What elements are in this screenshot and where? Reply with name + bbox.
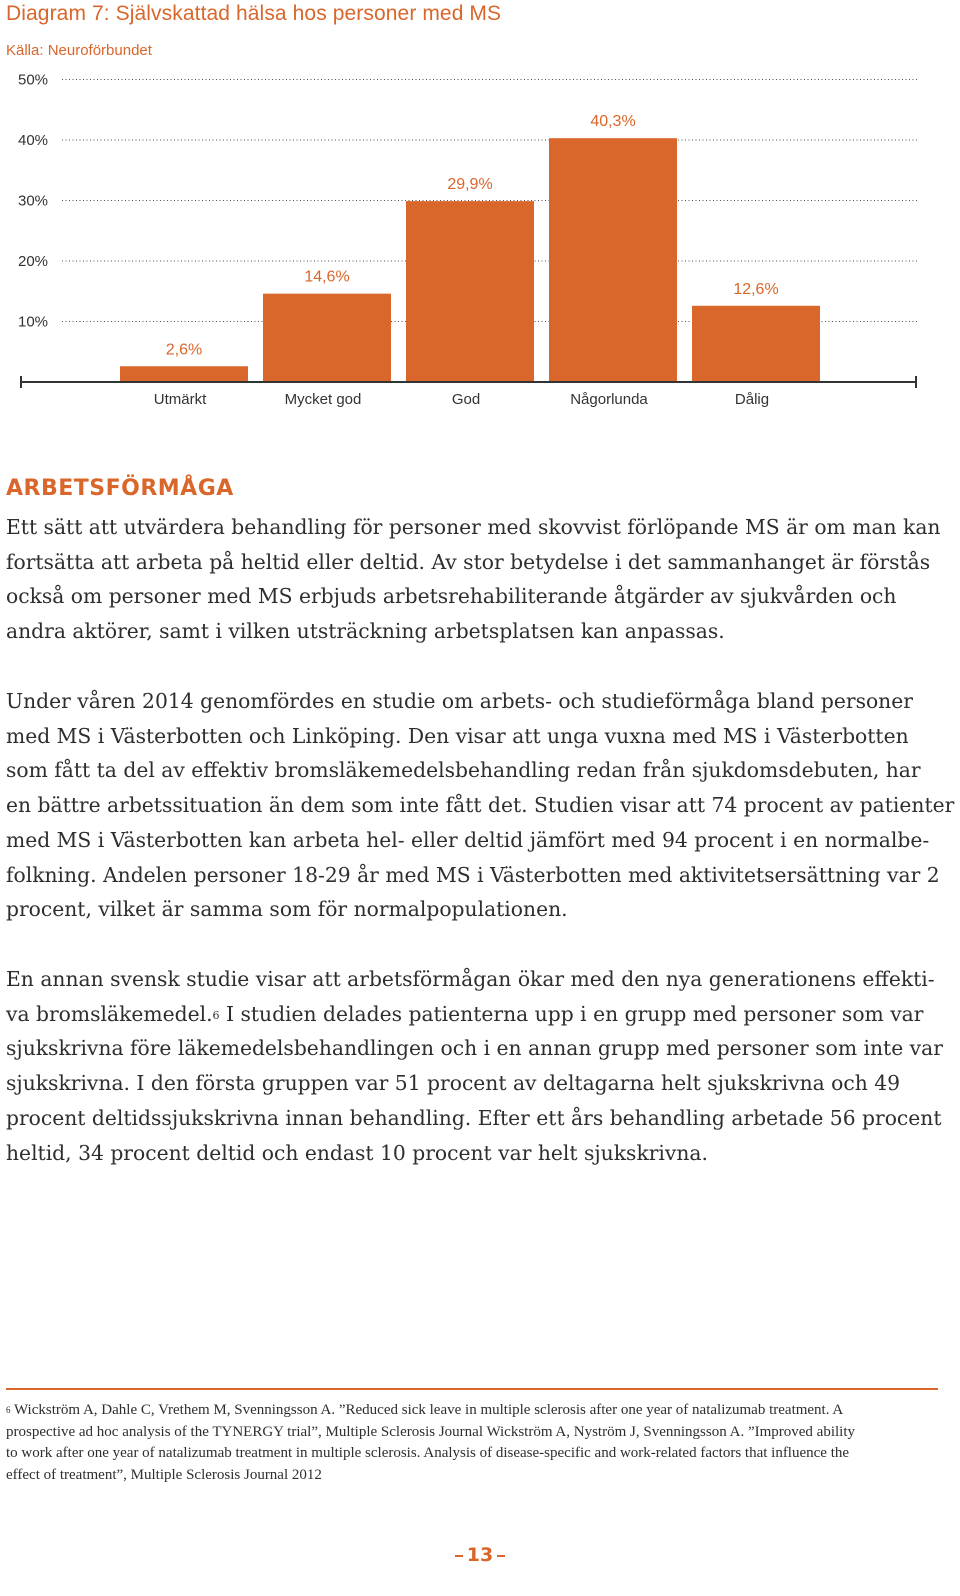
y-tick-label: 10% xyxy=(18,313,49,331)
paragraph-line: heltid, 34 procent deltid och endast 10 procent var helt sjukskrivna. xyxy=(6,1140,708,1165)
paragraph-line: procent deltidssjukskrivna innan behandling. Efter ett års behandling arbetade 56 procent xyxy=(6,1105,942,1130)
y-tick-label: 30% xyxy=(18,192,49,210)
paragraph-text: I studien delades patienterna upp i en grupp med personer som var xyxy=(219,1001,924,1026)
bar-dålig xyxy=(692,306,820,382)
page-number-dash xyxy=(455,1555,463,1557)
footnote-line: to work after one year of natalizumab treatment in multiple sclerosis. Analysis of disease-specific and work-related factors that influence the xyxy=(6,1445,850,1462)
paragraph-line: sjukskrivna. I den första gruppen var 51 procent av deltagarna helt sjukskrivna och 49 xyxy=(6,1071,901,1096)
chart-title: Diagram 7: Självskattad hälsa hos personer med MS xyxy=(6,2,502,25)
paragraph-line: sjukskrivna före läkemedelsbehandlingen och i en annan grupp med personer som inte var xyxy=(6,1036,943,1061)
page-number-dash xyxy=(497,1555,505,1557)
paragraph-line: en bättre arbetssituation än dem som inte fått det. Studien visar att 74 procent av patienter xyxy=(6,793,955,818)
paragraph-line xyxy=(6,997,946,1032)
bar-value-label: 2,6% xyxy=(165,341,203,359)
paragraph-line: folkning. Andelen personer 18-29 år med MS i Västerbotten med aktivitetsersättning var 2 xyxy=(6,862,940,887)
bar-value-label: 12,6% xyxy=(733,280,779,298)
y-tick-label: 20% xyxy=(18,253,49,270)
bar-mycket-god xyxy=(263,294,391,382)
section-heading: ARBETSFÖRMÅGA xyxy=(6,476,234,501)
bar-value-label: 40,3% xyxy=(590,113,636,131)
y-tick-label: 40% xyxy=(18,132,49,149)
paragraph-line: med MS i Västerbotten och Linköping. Den visar att unga vuxna med MS i Västerbotten xyxy=(6,723,909,748)
footnote-line: effect of treatment”, Multiple Sclerosis Journal 2012 xyxy=(6,1467,322,1484)
bar-value-label: 29,9% xyxy=(447,176,493,194)
bar-god xyxy=(406,201,534,382)
paragraph-line: En annan svensk studie visar att arbetsförmågan ökar med den nya generationens effekti- xyxy=(6,967,935,991)
footnote-line: prospective ad hoc analysis of the TYNERGY trial”, Multiple Sclerosis Journal Wickström A, Nyström J, Svenningsson A. ”Improved ability xyxy=(6,1423,856,1440)
y-tick-label: 50% xyxy=(18,71,49,89)
paragraph-line: Under våren 2014 genomfördes en studie om arbets- och studieförmåga bland personer xyxy=(6,689,913,713)
paragraph-line: procent, vilket är samma som för normalpopulationen. xyxy=(6,897,568,922)
paragraph-2 xyxy=(6,684,955,927)
x-tick-label: Någorlunda xyxy=(570,391,648,408)
paragraph-line: med MS i Västerbotten kan arbeta hel- eller deltid jämfört med 94 procent i en normalbe- xyxy=(6,827,930,852)
footnote-reference[interactable]: 6 xyxy=(212,1008,220,1022)
paragraph-line: som fått ta del av effektiv bromsläkemedelsbehandling redan från sjukdomsdebuten, har xyxy=(6,758,921,783)
footnote xyxy=(6,1400,941,1487)
bar-någorlunda xyxy=(549,138,677,382)
footnote-divider xyxy=(6,1388,938,1390)
page-number xyxy=(0,1544,960,1566)
bar-chart xyxy=(0,56,960,416)
paragraph-line: andra aktörer, samt i vilken utsträckning arbetsplatsen kan anpassas. xyxy=(6,619,725,644)
page-number-value: 13 xyxy=(466,1544,494,1566)
paragraph-line: också om personer med MS erbjuds arbetsrehabiliterande åtgärder av sjukvården och xyxy=(6,584,897,609)
footnote-number: 6 xyxy=(6,1405,11,1415)
paragraph-1 xyxy=(6,510,946,649)
x-tick-label: Mycket god xyxy=(284,391,362,408)
bar-utmärkt xyxy=(120,366,248,382)
x-tick-label: Utmärkt xyxy=(153,391,207,408)
paragraph-text: va bromsläkemedel. xyxy=(6,1001,213,1026)
x-tick-label: Dålig xyxy=(734,391,770,408)
chart-source: Källa: Neuroförbundet xyxy=(6,42,152,59)
bar-value-label: 14,6% xyxy=(304,268,350,286)
paragraph-line: fortsätta att arbeta på heltid eller deltid. Av stor betydelse i det sammanhanget är förstås xyxy=(6,549,931,574)
footnote-text: Wickström A, Dahle C, Vrethem M, Svenningsson A. ”Reduced sick leave in multiple sclerosis after one year of natalizumab treatment. A xyxy=(10,1402,844,1418)
paragraph-3 xyxy=(6,962,946,1170)
paragraph-line: Ett sätt att utvärdera behandling för personer med skovvist förlöpande MS är om man kan xyxy=(6,515,941,539)
x-tick-label: God xyxy=(451,391,481,408)
footnote-line xyxy=(6,1400,941,1422)
